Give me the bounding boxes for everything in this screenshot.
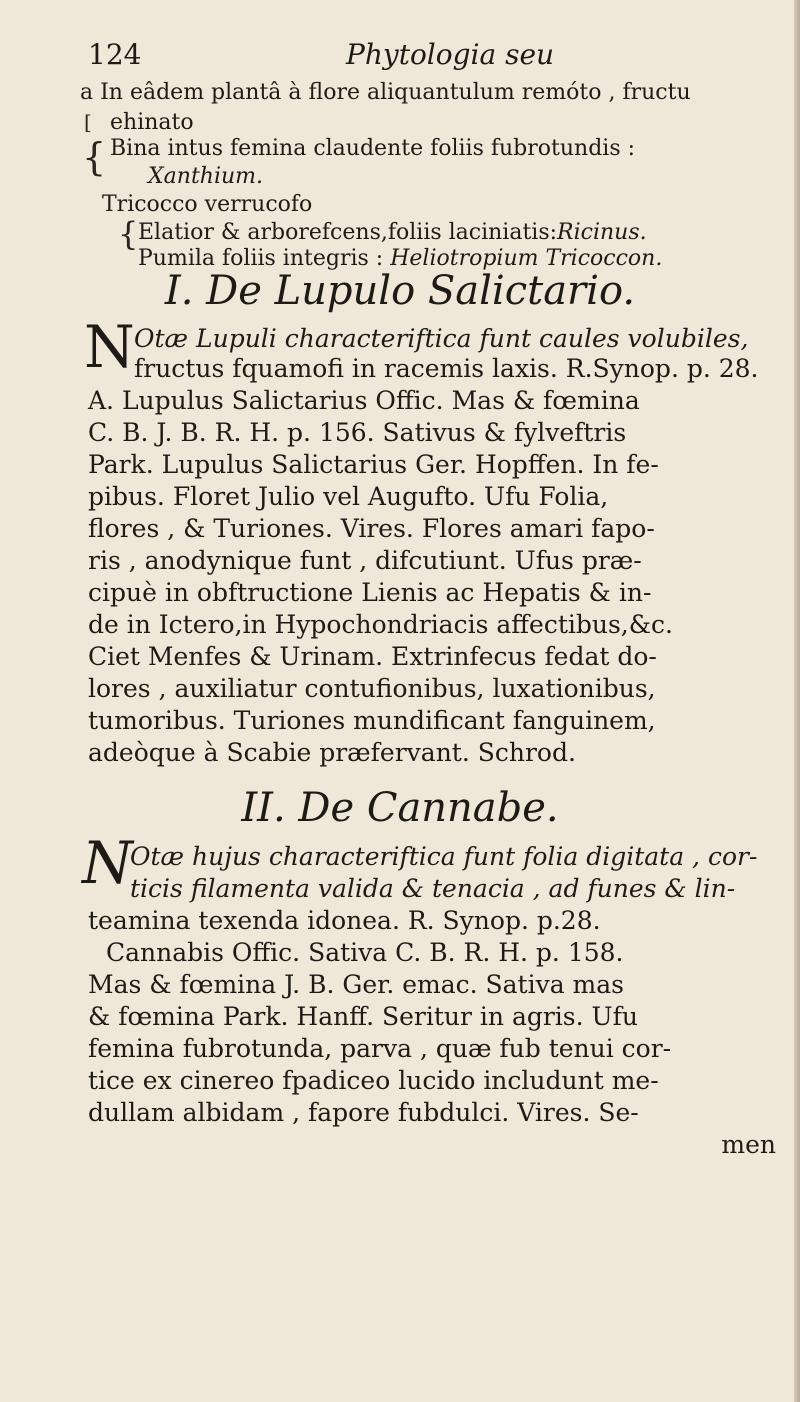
key-line-e1: [138, 220, 647, 245]
s1-line-9: cipuè in obftructione Lienis ac Hepatis & in-: [88, 578, 652, 607]
s1-line-14: adeòque à Scabie præfervant. Schrod.: [88, 738, 576, 767]
s1-line-4: C. B. J. B. R. H. p. 156. Sativus & fylveftris: [88, 418, 627, 447]
key-line-d: Tricocco verrucofo: [102, 192, 313, 217]
bracket-mark: [: [84, 110, 92, 134]
s1-line-2: fructus fquamofi in racemis laxis. R.Synop. p. 28.: [134, 354, 759, 383]
key-line-a: a In eâdem plantâ à flore aliquantulum remóto , fructu: [80, 80, 691, 105]
section-2-dropcap: N: [82, 829, 133, 897]
s2-line-3: teamina texenda idonea. R. Synop. p.28.: [88, 906, 601, 935]
s2-line-8: tice ex cinereo fpadiceo lucido includunt me-: [88, 1066, 659, 1095]
key-line-c2: Xanthium.: [148, 164, 264, 189]
catchword: men: [721, 1130, 776, 1159]
ricinus-name: Ricinus.: [557, 220, 647, 245]
s2-line-7: femina fubrotunda, parva , quæ fub tenui cor-: [88, 1034, 672, 1063]
key-line-b: ehinato: [110, 110, 194, 135]
s1-line-3: A. Lupulus Salictarius Offic. Mas & fœmina: [88, 386, 640, 415]
key-line-e1-text: Elatior & arborefcens,foliis laciniatis:: [138, 220, 558, 245]
s2-line-5: Mas & fœmina J. B. Ger. emac. Sativa mas: [88, 970, 624, 999]
key-line-e2-text: Pumila foliis integris :: [138, 246, 384, 271]
page-edge: [794, 0, 800, 1402]
s2-line-6: & fœmina Park. Hanff. Seritur in agris. Ufu: [88, 1002, 638, 1031]
s1-line-6: pibus. Floret Julio vel Augufto. Ufu Folia,: [88, 482, 609, 511]
s1-line-5: Park. Lupulus Salictarius Ger. Hopffen. In fe-: [88, 450, 659, 479]
s1-line-12: lores , auxiliatur contufionibus, luxationibus,: [88, 674, 656, 703]
running-title: Phytologia seu: [346, 38, 555, 71]
s2-line-1: Otæ hujus characteriftica funt folia digitata , cor-: [130, 842, 758, 871]
s1-line-10: de in Ictero,in Hypochondriacis affectibus,&c.: [88, 610, 673, 639]
section-1-title: I. De Lupulo Salictario.: [164, 268, 636, 314]
s1-line-13: tumoribus. Turiones mundificant fanguinem,: [88, 706, 656, 735]
curly-brace-icon-2: {: [118, 215, 139, 253]
s1-line-11: Ciet Menfes & Urinam. Extrinfecus fedat do-: [88, 642, 657, 671]
s1-line-7: flores , & Turiones. Vires. Flores amari fapo-: [88, 514, 655, 543]
s1-line-8: ris , anodynique funt , difcutiunt. Ufus præ-: [88, 546, 642, 575]
s2-line-2: ticis filamenta valida & tenacia , ad funes & lin-: [130, 874, 736, 903]
section-2-title: II. De Cannabe.: [241, 785, 559, 831]
s1-line-1: Otæ Lupuli characteriftica funt caules volubiles,: [134, 324, 749, 353]
heliotropium-name: Heliotropium Tricoccon.: [390, 246, 663, 271]
key-line-c1: Bina intus femina claudente foliis fubrotundis :: [110, 136, 636, 161]
page-number: 124: [88, 38, 142, 71]
s2-line-4: Cannabis Offic. Sativa C. B. R. H. p. 158.: [106, 938, 624, 967]
curly-brace-icon: {: [82, 135, 107, 179]
s2-line-9: dullam albidam , fapore fubdulci. Vires. Se-: [88, 1098, 639, 1127]
section-1-dropcap: N: [84, 313, 135, 381]
running-header: [88, 38, 788, 78]
